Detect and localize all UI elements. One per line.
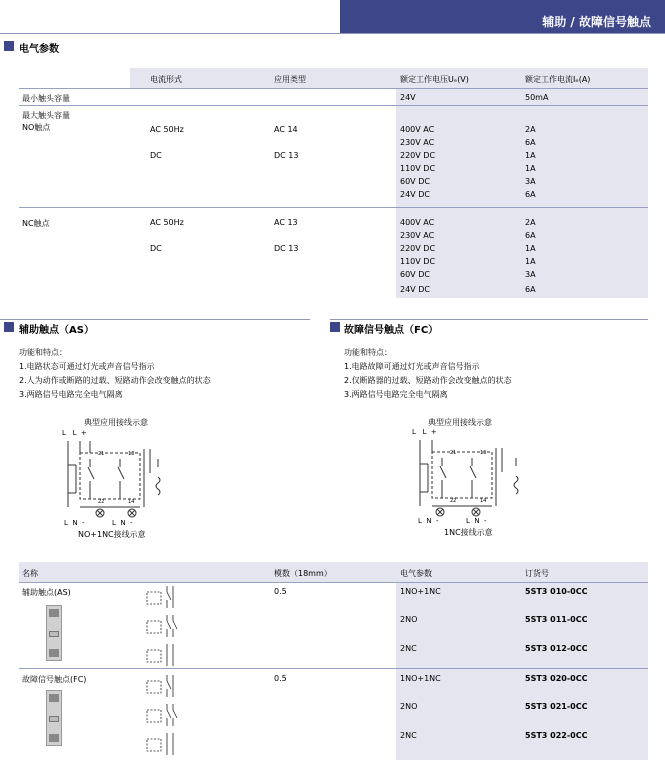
order-fc-param-0: 1NO+1NC [400, 674, 441, 683]
no-voltage-1: 230V AC [400, 138, 435, 147]
fc-features-title: 功能和特点： [344, 348, 392, 357]
page-header-bar [340, 0, 665, 33]
as-bottom-terms-right: L N - [112, 519, 133, 527]
no-current-1: 6A [525, 138, 536, 147]
no-voltage-5: 24V DC [400, 190, 430, 199]
order-as-param-1: 2NO [400, 615, 418, 624]
nc-form-ac: AC 50Hz [150, 218, 184, 227]
fc-circuit-drawing [412, 436, 532, 521]
as-circuit-drawing [60, 437, 180, 522]
no-voltage-3: 110V DC [400, 164, 436, 173]
order-fc-number-0: 5ST3 020-0CC [525, 674, 588, 683]
nc-contact-label: NC触点 [22, 219, 50, 228]
as-feature-3: 3.两路信号电路完全电气隔离 [19, 390, 123, 399]
min-capacity-current: 50mA [525, 93, 549, 102]
order-as-number-1: 5ST3 011-0CC [525, 615, 588, 624]
no-voltage-2: 220V DC [400, 151, 436, 160]
no-app-ac: AC 14 [274, 125, 298, 134]
nc-voltage-4: 60V DC [400, 270, 430, 279]
as-rule [0, 319, 310, 320]
nc-current-5: 6A [525, 285, 536, 294]
symbol-fc-2nc [147, 733, 173, 755]
as-feature-1: 1.电路状态可通过灯光或声音信号指示 [19, 362, 155, 371]
params-header-voltage: 额定工作电压Uₑ(V) [400, 75, 469, 84]
no-app-dc: DC 13 [274, 151, 299, 160]
params-header-form: 电流形式 [150, 75, 182, 84]
no-form-ac: AC 50Hz [150, 125, 184, 134]
symbol-as-2nc [147, 644, 173, 666]
svg-text:22: 22 [98, 499, 105, 505]
no-voltage-4: 60V DC [400, 177, 430, 186]
nc-app-ac: AC 13 [274, 218, 298, 227]
svg-text:13: 13 [128, 451, 135, 457]
fc-bottom-terms-right: L N - [466, 517, 487, 525]
as-bottom-terms-left: L N - [64, 519, 85, 527]
symbol-fc-1no1nc [147, 675, 173, 697]
svg-text:14: 14 [480, 498, 487, 504]
params-header-app: 应用类型 [274, 75, 306, 84]
svg-text:14: 14 [128, 499, 135, 505]
symbol-as-1no1nc [147, 586, 173, 608]
params-row-rule [19, 207, 648, 208]
order-fc-param-1: 2NO [400, 702, 418, 711]
order-header-rule [19, 582, 648, 583]
fc-bottom-terms-left: L N - [418, 517, 439, 525]
svg-text:22: 22 [450, 498, 457, 504]
order-header-shade [19, 562, 648, 582]
nc-voltage-5: 24V DC [400, 285, 430, 294]
section-title-params: 电气参数 [19, 44, 59, 55]
order-header-params: 电气参数 [400, 569, 432, 578]
order-as-number-0: 5ST3 010-0CC [525, 587, 588, 596]
no-current-2: 1A [525, 151, 536, 160]
nc-voltage-0: 400V AC [400, 218, 435, 227]
no-current-0: 2A [525, 125, 536, 134]
order-group-fc-modules: 0.5 [274, 674, 287, 683]
fc-wiring-diagram [412, 415, 532, 540]
order-group-rule [19, 668, 648, 669]
fc-rule [330, 319, 648, 320]
fc-product-image [44, 690, 64, 746]
nc-voltage-2: 220V DC [400, 244, 436, 253]
svg-text:13: 13 [480, 450, 487, 456]
section-marker [4, 41, 14, 51]
order-as-param-0: 1NO+1NC [400, 587, 441, 596]
no-current-3: 1A [525, 164, 536, 173]
symbol-fc-2no [147, 704, 177, 726]
header-rule [0, 33, 665, 34]
fc-top-terms: L L + [412, 428, 437, 436]
order-fc-number-1: 5ST3 021-0CC [525, 702, 588, 711]
no-voltage-0: 400V AC [400, 125, 435, 134]
params-header-rule [19, 88, 648, 89]
fc-feature-1: 1.电路故障可通过灯光或声音信号指示 [344, 362, 480, 371]
order-as-param-2: 2NC [400, 644, 417, 653]
no-current-5: 6A [525, 190, 536, 199]
no-form-dc: DC [150, 151, 162, 160]
svg-text:21: 21 [450, 450, 457, 456]
as-product-image [44, 605, 64, 661]
order-group-fc-name: 故障信号触点(FC) [22, 675, 87, 684]
symbol-as-2no [147, 615, 177, 637]
order-header-order-no: 订货号 [525, 569, 549, 578]
nc-current-2: 1A [525, 244, 536, 253]
page-header-title: 辅助 / 故障信号触点 [542, 15, 651, 29]
fc-feature-2: 2.仅断路器的过载、短路动作会改变触点的状态 [344, 376, 512, 385]
order-header-modules: 模数（18mm） [274, 569, 332, 578]
min-capacity-voltage: 24V [400, 93, 416, 102]
nc-current-3: 1A [525, 257, 536, 266]
as-features-title: 功能和特点： [19, 348, 67, 357]
order-shade [396, 582, 648, 760]
section-marker [4, 322, 14, 332]
params-header-current: 额定工作电流Iₑ(A) [525, 75, 591, 84]
nc-voltage-1: 230V AC [400, 231, 435, 240]
section-marker [330, 322, 340, 332]
fc-diagram-title: 典型应用接线示意 [428, 418, 492, 427]
as-diagram-title: 典型应用接线示意 [84, 418, 148, 427]
nc-app-dc: DC 13 [274, 244, 299, 253]
nc-current-0: 2A [525, 218, 536, 227]
params-row-rule [19, 105, 648, 106]
no-current-4: 3A [525, 177, 536, 186]
nc-form-dc: DC [150, 244, 162, 253]
as-diagram-caption: NO+1NC接线示意 [78, 530, 146, 539]
contact-symbols [145, 584, 185, 760]
svg-text:21: 21 [98, 451, 105, 457]
nc-current-4: 3A [525, 270, 536, 279]
as-top-terms: L L + [62, 429, 87, 437]
order-group-as-name: 辅助触点(AS) [22, 588, 71, 597]
min-capacity-label: 最小触头容量 [22, 94, 70, 103]
order-fc-param-2: 2NC [400, 731, 417, 740]
order-header-name: 名称 [22, 569, 38, 578]
fc-diagram-caption: 1NC接线示意 [444, 528, 493, 537]
no-contact-label: NO触点 [22, 123, 51, 132]
order-group-as-modules: 0.5 [274, 587, 287, 596]
nc-voltage-3: 110V DC [400, 257, 436, 266]
max-capacity-label: 最大触头容量 [22, 111, 70, 120]
order-fc-number-2: 5ST3 022-0CC [525, 731, 588, 740]
fc-feature-3: 3.两路信号电路完全电气隔离 [344, 390, 448, 399]
as-feature-2: 2.人为动作或断路的过载、短路动作会改变触点的状态 [19, 376, 211, 385]
fc-section-title: 故障信号触点（FC） [344, 325, 439, 336]
nc-current-1: 6A [525, 231, 536, 240]
as-wiring-diagram [60, 415, 180, 540]
order-as-number-2: 5ST3 012-0CC [525, 644, 588, 653]
as-section-title: 辅助触点（AS） [19, 325, 94, 336]
